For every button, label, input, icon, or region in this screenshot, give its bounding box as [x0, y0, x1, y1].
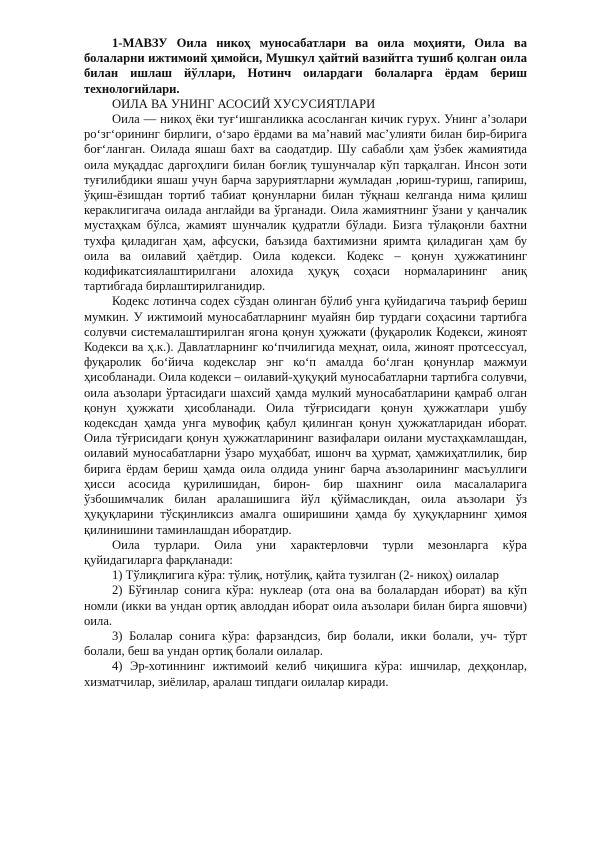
document-title: 1-МАВЗУ Оила никоҳ муносабатлари ва оила моҳияти, Оила ва болаларни ижтимоий ҳимойси, Мушкул ҳайтий вазийтга тушиб қолган оила билан ишлаш йўллари, Нотинч оилардаги болаларга ёрдам бериш технологийлари.: [84, 36, 527, 96]
section-heading: ОИЛА ВА УНИНГ АСОСИЙ ХУСУСИЯТЛАРИ: [112, 96, 376, 111]
list-item: 3) Болалар сонига кўра: фарзандсиз, бир болали, икки болали, уч- тўрт болали, беш ва ундан ортиқ болали оилалар.: [84, 628, 527, 659]
list-item: 4) Эр-хотиннинг ижтимоий келиб чиқишига кўра: ишчилар, деҳқонлар, хизматчилар, зиёлилар, аралаш типдаги оилалар киради.: [84, 659, 527, 689]
paragraph-family-code: Кодекс лотинча содех сўздан олинган бўлиб унга қуйидагича таъриф бериш мумкин. У ижтимоий муносабатларнинг муайян бир турдаги соҳасини тартибга солувчи системалаштирилган ягона қонун ҳужжати (фуқаролик Кодекси, жиноят Кодекси ва ҳ.к.). Давлатларнинг ко‘пчилигида меҳнат, оила, жиноят протсессуал, фуқаролик бо‘йича кодекслар энг ко‘п амалда бо‘лган қонунлар мажмуи ҳисобланади. Оила кодекси – оилавий-ҳуқуқий муносабатларни тартибга солувчи, оила аъзолари ўртасидаги шахсий ҳамда мулкий муносабатларини қамраб олган қонун ҳужжати ҳисобланади. Оила тўғрисидаги қонун ҳужжатлари ушбу кодексдан ҳамда унга мувофиқ қабул қилинган қонун ҳужжатларидан иборат. Оила тўғрисидаги қонун ҳужжатларининг вазифалари оилани мустаҳкамлашдан, оилавий муносабатларни ўзаро муҳаббат, ишонч ва ҳурмат, ҳамжиҳатлилик, бир бирига ёрдам бериш ҳамда оила олдида унинг барча аъзоларининг масъуллиги ҳисси асосида қурилишидан, бирон- бир шахнинг оила масалаларига ўзбошимчалик билан аралашишига йўл қўймасликдан, оила аъзолари ўз ҳуқуқларини тўсқинликсиз амалга оширишини ҳамда бу ҳуқуқларнинг ҳимоя қилинишини таминлашдан иборатдир.: [84, 294, 527, 537]
paragraph-family-definition: Оила — никоҳ ёки туғ‘ишганликка асосланган кичик гурух. Унинг а’золари ро‘зг‘орининг бирлиги, о‘заро ёрдами ва ма’навий мас’улияти билан бир-бирига боғ‘ланган. Оилада яшаш бахт ва саодатдир. Шу сабабли ҳам ўзбек жамиятида оила муқаддас даргоҳлиги билан боғлиқ тушунчалар кўп тарқалган. Инсон зоти туғилибдики яшаш учун барча заруриятларни жумладан ,юриш-туриш, гапириш, ўқиш-ёзишдан тортиб табиат қонунларни билан тўқнаш келганда нима қилиш кераклигигача оилада англайди ва ўрганади. Оила жамиятнинг ўзани у қанчалик мустаҳкам бўлса, жамият шунчалик қудратли бўлади. Бизга тўлақонли бахтни тухфа қиладиган ҳам, афсуски, баъзида бахтимизни яримта қиладиган ҳам бу оила ва оилавий ҳаётдир. Оила кодекси. Кодекс – қонун ҳужжатининг кодификатсиялаштирилгани алохида ҳуқуқ соҳаси нормаларининг аниқ тартибгада бирлаштирилганидир.: [84, 112, 527, 294]
paragraph-family-types: Оила турлари. Оила уни характерловчи турли мезонларга кўра қуйидагиларга фарқланади:: [84, 537, 527, 567]
document-page: [84, 36, 527, 690]
list-item: 2) Бўғинлар сонига кўра: нуклеар (ота она ва болалардан иборат) ва кўп номли (икки ва ундан ортиқ авлоддан иборат оила аъзолари билан бирга яшовчи) оила.: [84, 583, 527, 628]
list-item: 1) Тўлиқлигига кўра: тўлиқ, нотўлиқ, қайта тузилган (2- никоҳ) оилалар: [112, 568, 499, 583]
